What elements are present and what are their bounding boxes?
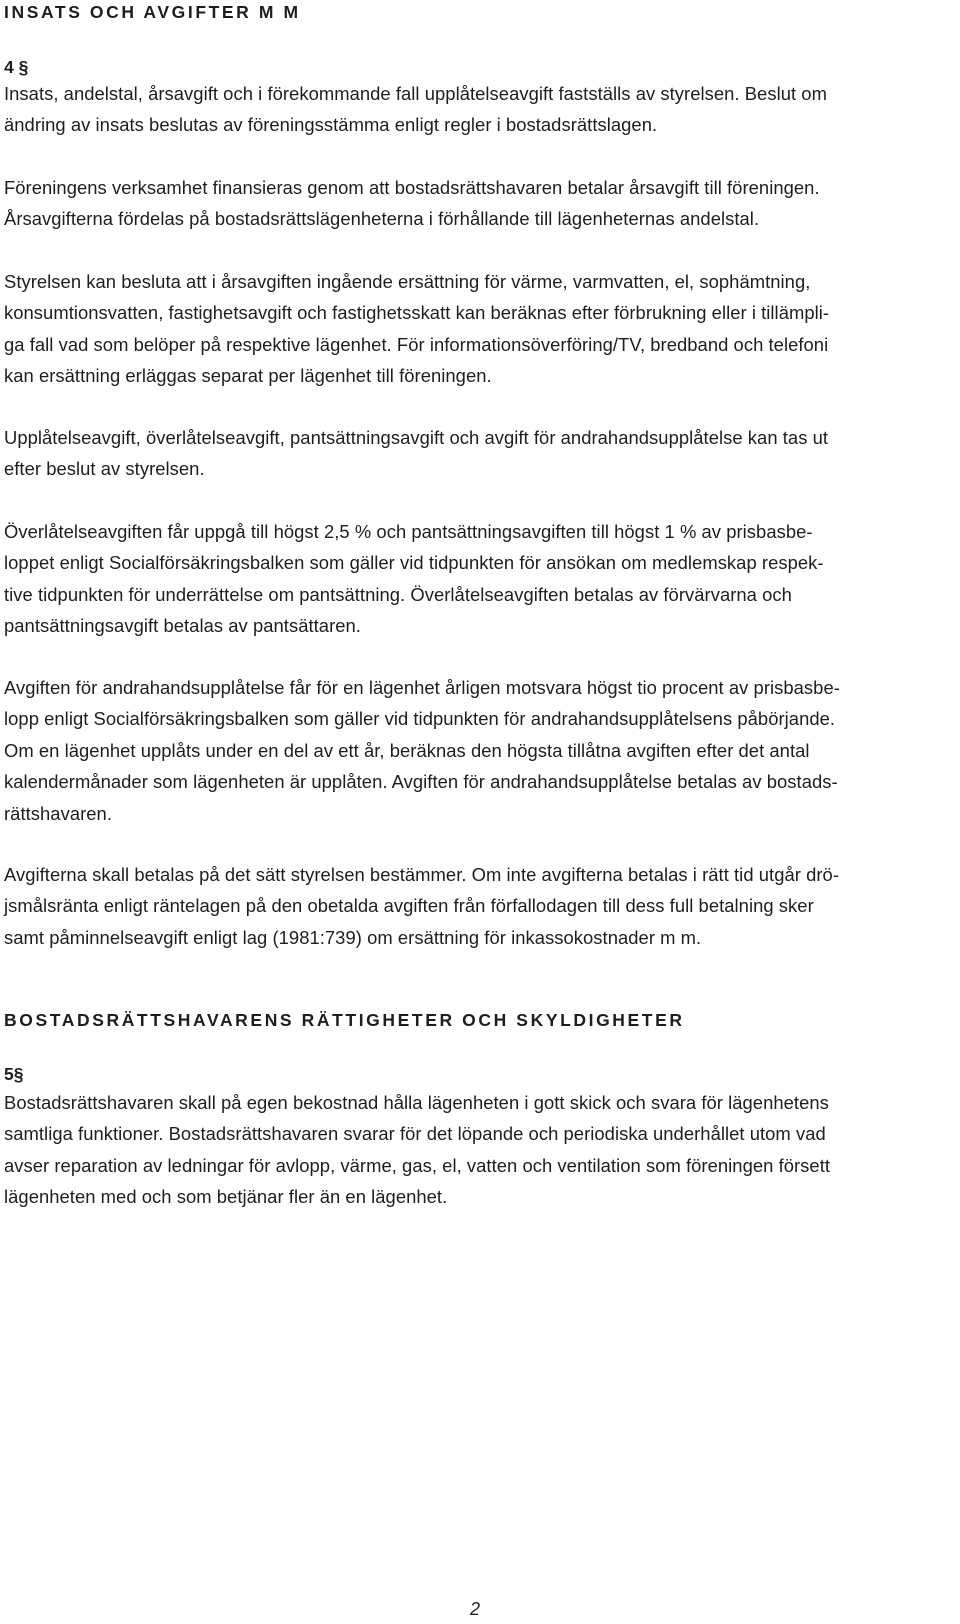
paragraph-styrelsen xyxy=(4,266,829,392)
text-line: Årsavgifterna fördelas på bostadsrättslägenheterna i förhållande till lägenheternas andelstal. xyxy=(4,208,760,230)
paragraph-betalning xyxy=(4,859,839,953)
text-line: kan ersättning erläggas separat per lägenhet till föreningen. xyxy=(4,365,492,387)
text-line: Överlåtelseavgiften får uppgå till högst 2,5 % och pantsättningsavgiften till högst 1 % av prisbasbe- xyxy=(4,521,813,542)
section-number-4: 4 § xyxy=(4,57,29,77)
text-line: jsmålsränta enligt räntelagen på den obetalda avgiften från förfallodagen till dess full betalning sker xyxy=(4,895,814,917)
paragraph-overlatelseavgift xyxy=(4,516,824,642)
text-line: efter beslut av styrelsen. xyxy=(4,458,205,480)
text-line: Avgifterna skall betalas på det sätt styrelsen bestämmer. Om inte avgifterna betalas i rätt tid utgår drö- xyxy=(4,864,839,885)
text-line: pantsättningsavgift betalas av pantsättaren. xyxy=(4,615,361,637)
page-number: 2 xyxy=(470,1599,481,1619)
text-line: rättshavaren. xyxy=(4,802,112,824)
paragraph-underhall xyxy=(4,1087,830,1213)
text-line: Om en lägenhet upplåts under en del av ett år, beräknas den högsta tillåtna avgiften efter det antal xyxy=(4,739,810,761)
text-line: samt påminnelseavgift enligt lag (1981:739) om ersättning för inkassokostnader m m. xyxy=(4,926,702,948)
paragraph-insats xyxy=(4,78,827,141)
section-number-5: 5§ xyxy=(4,1064,24,1084)
text-line: Föreningens verksamhet finansieras genom att bostadsrättshavaren betalar årsavgift till föreningen. xyxy=(4,177,820,198)
section-heading-insats: INSATS OCH AVGIFTER M M xyxy=(4,2,301,22)
section-heading-rattigheter: BOSTADSRÄTTSHAVARENS RÄTTIGHETER OCH SKYLDIGHETER xyxy=(4,1010,685,1030)
text-line: tive tidpunkten för underrättelse om pantsättning. Överlåtelseavgiften betalas av förvärvarna och xyxy=(4,583,792,605)
text-line: kalendermånader som lägenheten är upplåten. Avgiften för andrahandsupplåtelse betalas av bostads- xyxy=(4,771,838,793)
text-line: konsumtionsvatten, fastighetsavgift och fastighetsskatt kan beräknas efter förbrukning eller i tillämpli- xyxy=(4,302,830,324)
text-line: avser reparation av ledningar för avlopp, värme, gas, el, vatten och ventilation som föreningen försett xyxy=(4,1154,831,1176)
text-line: lägenheten med och som betjänar fler än en lägenhet. xyxy=(4,1186,448,1208)
text-line: lopp enligt Socialförsäkringsbalken som gäller vid tidpunkten för andrahandsupplåtelsens påbörjande. xyxy=(4,708,836,730)
paragraph-andrahandsupplatelse xyxy=(4,672,840,829)
text-line: Avgiften för andrahandsupplåtelse får för en lägenhet årligen motsvara högst tio procent av prisbasbe- xyxy=(4,677,840,698)
text-line: Insats, andelstal, årsavgift och i förekommande fall upplåtelseavgift fastställs av styrelsen. Beslut om xyxy=(4,83,827,104)
text-line: Styrelsen kan besluta att i årsavgiften ingående ersättning för värme, varmvatten, el, sophämtning, xyxy=(4,271,811,292)
text-line: Bostadsrättshavaren skall på egen bekostnad hålla lägenheten i gott skick och svara för lägenhetens xyxy=(4,1092,829,1113)
text-line: ändring av insats beslutas av föreningsstämma enligt regler i bostadsrättslagen. xyxy=(4,114,658,136)
paragraph-upplatelseavgift xyxy=(4,422,828,485)
text-line: loppet enligt Socialförsäkringsbalken som gäller vid tidpunkten för ansökan om medlemskap respek- xyxy=(4,552,824,574)
paragraph-verksamhet xyxy=(4,172,820,235)
text-line: samtliga funktioner. Bostadsrättshavaren svarar för det löpande och periodiska underhållet utom vad xyxy=(4,1123,826,1145)
text-line: ga fall vad som belöper på respektive lägenhet. För informationsöverföring/TV, bredband och telefoni xyxy=(4,333,829,355)
text-line: Upplåtelseavgift, överlåtelseavgift, pantsättningsavgift och avgift för andrahandsupplåtelse kan tas ut xyxy=(4,427,829,448)
